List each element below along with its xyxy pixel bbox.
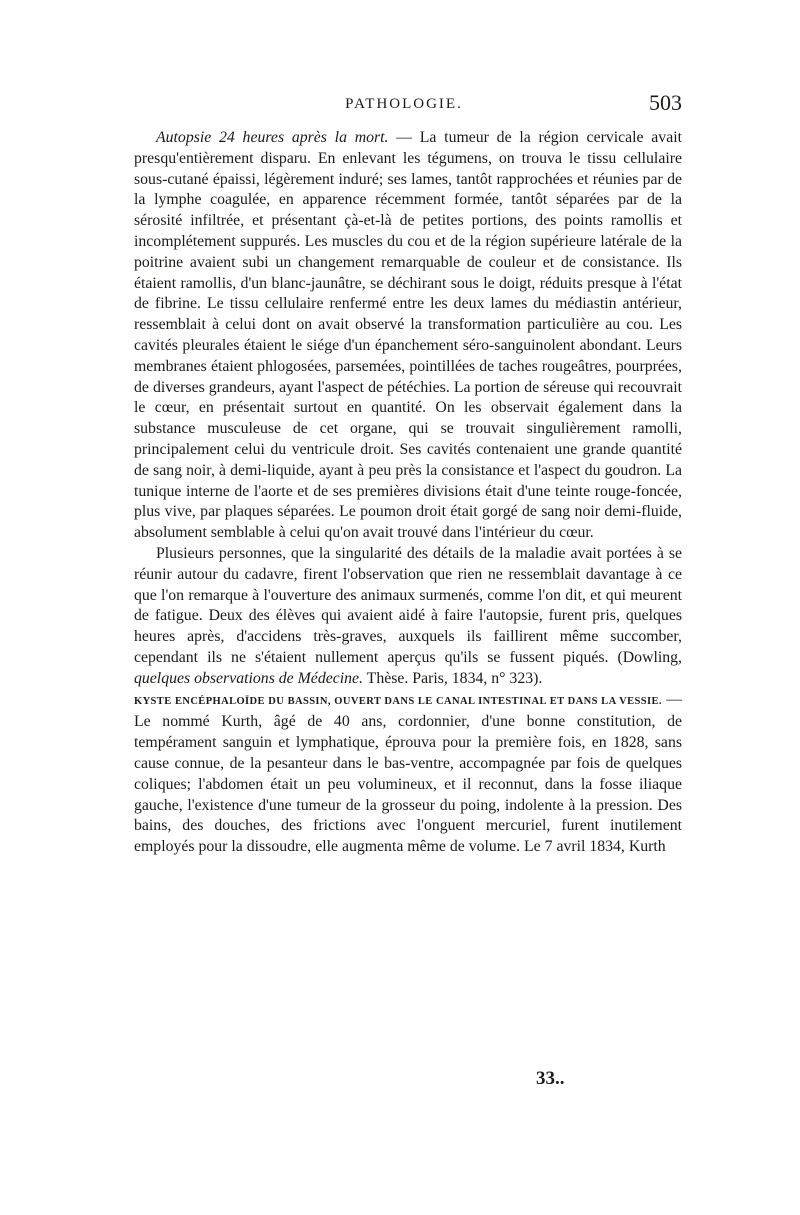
paragraph-lead: Autopsie 24 heures après la mort. — [156, 129, 389, 146]
paragraph-text: — Le nommé Kurth, âgé de 40 ans, cordonnier, d'une bonne constitution, de tempérament sanguin et lymphatique, éprouva pour la première fois, en 1828, sans cause connue, de la pesanteur dans le bas-ventre, accompagnée par fois de quelques coliques; l'abdomen était un peu volumineux, et il reconnut, dans la fosse iliaque gauche, l'existence d'une tumeur de la grosseur du poing, indolente à la pression. Des bains, des douches, des frictions avec l'onguent mercuriel, furent inutilement employés pour la dissoudre, elle augmenta même de volume. Le 7 avril 1834, Kurth — [134, 690, 682, 856]
running-head — [134, 90, 682, 122]
paragraph-kyste — [134, 690, 682, 858]
paragraph-text: Plusieurs personnes, que la singularité des détails de la maladie avait portées à se réunir autour du cadavre, firent l'observation que rien ne ressemblait davantage à ce que l'on remarque à l'ouverture des animaux surmenés, comme l'on dit, et qui meurent de fatigue. Deux des élèves qui avaient aidé à faire l'autopsie, furent pris, quelques heures après, d'accidens très-graves, auxquels ils faillirent même succomber, cependant ils ne s'étaient nullement aperçus qu'ils se fussent piqués. (Dowling, — [134, 544, 682, 666]
paragraph-observation — [134, 544, 682, 690]
running-title: PATHOLOGIE. — [345, 96, 463, 112]
citation-details: Thèse. Paris, 1834, n° 323). — [363, 669, 543, 687]
body-text — [134, 128, 682, 858]
signature-mark: 33.. — [536, 1068, 565, 1089]
paragraph-autopsie — [134, 128, 682, 544]
citation-title: quelques observations de Médecine. — [134, 669, 363, 687]
page-number: 503 — [649, 90, 682, 115]
section-heading: KYSTE ENCÉPHALOÏDE DU BASSIN, OUVERT DANS LE CANAL INTESTINAL ET DANS LA VESSIE. — [134, 695, 662, 707]
paragraph-text: — La tumeur de la région cervicale avait presqu'entièrement disparu. En enlevant les tégumens, on trouva le tissu cellulaire sous-cutané épaissi, légèrement induré; ses lames, tantôt rapprochées et réunies par de la lymphe coagulée, en apparence récemment formée, tantôt séparées par de la sérosité infiltrée, et présentant çà-et-là de petites portions, des points ramollis et incomplétement suppurés. Les muscles du cou et de la région supérieure latérale de la poitrine avaient subi un changement remarquable de couleur et de consistance. Ils étaient ramollis, d'un blanc-jaunâtre, se déchirant sous le doigt, réduits presque à l'état de fibrine. Le tissu cellulaire renfermé entre les deux lames du médiastin antérieur, ressemblait à celui dont on avait observé la transformation particulière au cou. Les cavités pleurales étaient le siége d'un épanchement séro-sanguinolent abondant. Leurs membranes étaient phlogosées, parsemées, pointillées de taches rougeâtres, pourprées, de diverses grandeurs, ayant l'aspect de pétéchies. La portion de séreuse qui recouvrait le cœur, en présentait surtout en quantité. On les observait également dans la substance musculeuse de cet organe, qui se trouvait singulièrement ramolli, principalement celui du ventricule droit. Ses cavités contenaient une grande quantité de sang noir, à demi-liquide, ayant à peu près la consistance et l'aspect du goudron. La tunique interne de l'aorte et de ses premières divisions était d'une teinte rouge-foncée, plus vive, par plaques séparées. Le poumon droit était gorgé de sang noir demi-fluide, absolument semblable à celui qu'on avait trouvé dans l'intérieur du cœur. — [134, 129, 682, 542]
